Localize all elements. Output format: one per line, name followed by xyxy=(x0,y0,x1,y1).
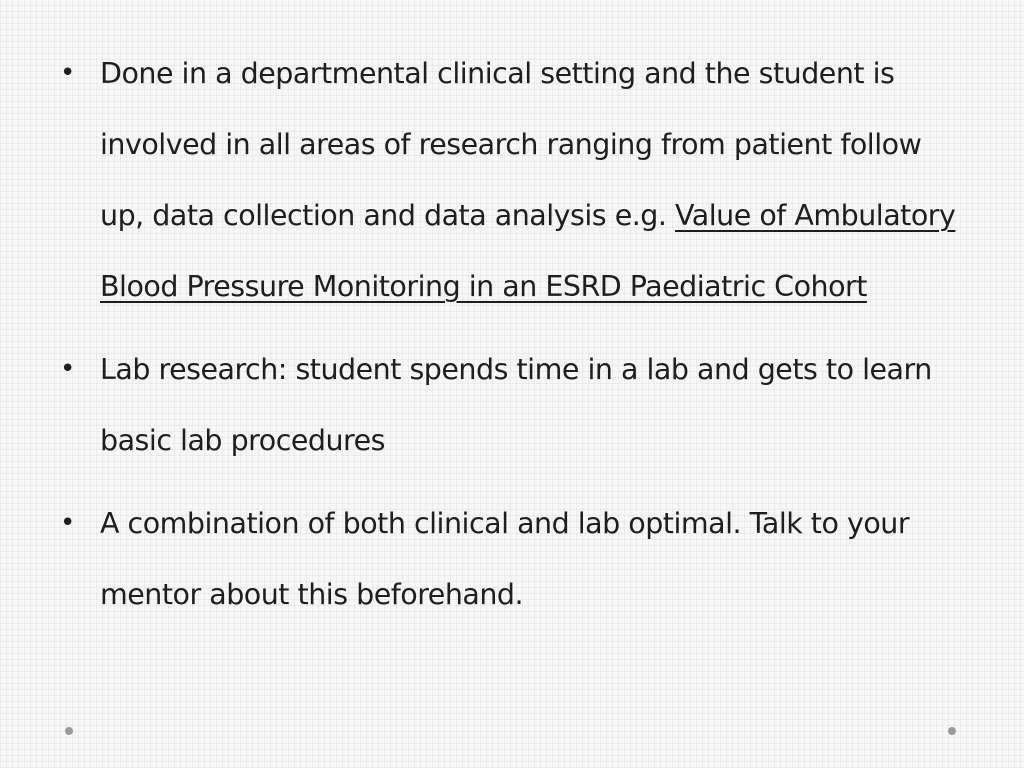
bullet-text: A combination of both clinical and lab optimal. Talk to your mentor about this beforehand. xyxy=(100,507,910,611)
bullet-item-lab xyxy=(58,334,958,476)
corner-dot-right xyxy=(948,727,956,735)
bullet-list xyxy=(58,38,958,642)
bullet-icon: • xyxy=(60,354,75,384)
bullet-text: Done in a departmental clinical setting and the student is involved in all areas of research ranging from patient follow up, data collection and data analysis e.g. xyxy=(100,57,922,232)
bullet-icon: • xyxy=(60,508,75,538)
bullet-item-combination xyxy=(58,488,958,630)
bullet-icon: • xyxy=(60,58,75,88)
bullet-text: Lab research: student spends time in a lab and gets to learn basic lab procedures xyxy=(100,353,932,457)
corner-dot-left xyxy=(65,727,73,735)
study-title-link[interactable]: Value of Ambulatory Blood Pressure Monitoring in an ESRD Paediatric Cohort xyxy=(100,199,956,303)
bullet-item-clinical xyxy=(58,38,958,322)
